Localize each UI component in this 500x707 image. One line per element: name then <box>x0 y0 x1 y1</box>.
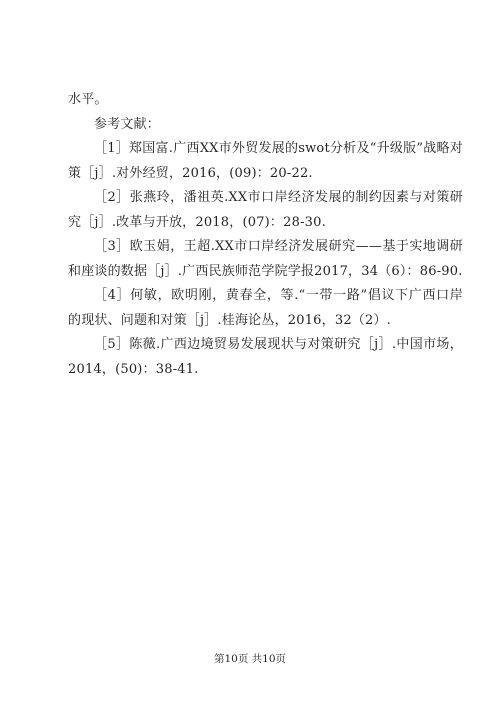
reference-item-5: ［5］陈薇.广西边境贸易发展现状与对策研究［j］.中国市场，2014，(50)：38-41. <box>68 337 463 377</box>
reference-item-3: ［3］欧玉娟，王超.XX市口岸经济发展研究——基于实地调研和座谈的数据［j］.广西民族师范学院学报2017，34（6）：86-90. <box>68 239 463 279</box>
reference-item-4: ［4］何敏，欧明刚，黄春全，等.“一带一路”倡议下广西口岸的现状、问题和对策［j］.桂海论丛，2016，32（2）. <box>68 288 463 328</box>
document-body <box>68 88 463 382</box>
page-footer: 第10页 共10页 <box>213 653 287 665</box>
reference-item-2: ［2］张燕玲，潘祖英.XX市口岸经济发展的制约因素与对策研究［j］.改革与开放，2018，(07)：28-30. <box>68 190 463 230</box>
continuation-text: 水平。 <box>68 92 108 107</box>
reference-item-1: ［1］郑国富.广西XX市外贸发展的swot分析及“升级版”战略对策［j］.对外经贸，2016，(09)：20-22. <box>68 141 463 181</box>
references-heading: 参考文献： <box>94 116 161 132</box>
